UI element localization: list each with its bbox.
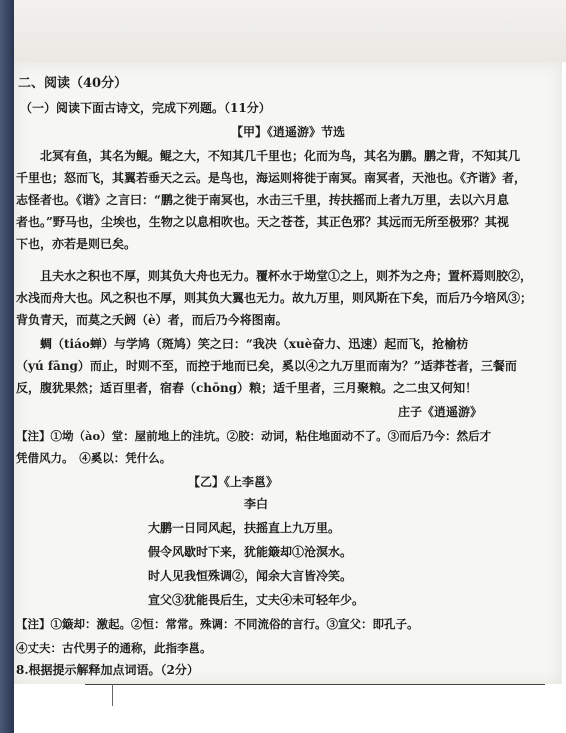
jia-note-line: 凭借风力。 ④奚以：凭什么。	[16, 451, 172, 465]
question-8: 8.根据提示解释加点词语。（2分）	[16, 663, 199, 677]
yi-author: 李白	[244, 497, 269, 511]
yi-poem-line: 假令风歇时下来，犹能簸却①沧溟水。	[148, 545, 353, 559]
jia-para3-line: 蜩（tiáo蝉）与学鸠（斑鸠）笑之曰：“我决（xuè奋力、迅速）起而飞，抢榆枋	[40, 337, 469, 351]
jia-para2-line: 水浅而舟大也。风之积也不厚，则其负大翼也无力。故九万里，则风斯在下矣，而后乃今培风③；	[16, 291, 533, 305]
yi-note-line: 【注】①簸却：激起。②恒：常常。殊调：不同流俗的言行。③宣父：即孔子。	[16, 617, 419, 631]
answer-table-divider	[112, 684, 113, 706]
jia-source: 庄子《逍遥游》	[398, 405, 483, 419]
jia-para2-line: 且夫水之积也不厚，则其负大舟也无力。覆杯水于坳堂①之上，则芥为之舟；置杯焉则胶②，	[40, 269, 533, 283]
yi-note-line: ④丈夫：古代男子的通称，此指李邕。	[16, 641, 212, 655]
section-heading: 二、阅读（40分）	[18, 76, 128, 91]
jia-note-line: 【注】①坳（ào）堂：屋前地上的洼坑。②胶：动词，粘住地面动不了。③而后乃今：然后才	[16, 429, 492, 443]
yi-poem-line: 时人见我恒殊调②，闻余大言皆冷笑。	[148, 569, 353, 583]
yi-title: 【乙】《上李邕》	[188, 475, 279, 489]
jia-line: 千里也；怒而飞，其翼若垂天之云。是鸟也，海运则将徙于南冥。南冥者，天池也。《齐谐》者，	[16, 171, 527, 185]
jia-title: 【甲】《逍遥游》节选	[230, 125, 345, 139]
jia-para3-line: 反，腹犹果然；适百里者，宿舂（chōng）粮；适千里者，三月聚粮。之二虫又何知！	[16, 381, 478, 395]
subsection-heading: （一）阅读下面古诗文，完成下列题。（11分）	[20, 101, 271, 115]
exam-paper	[14, 62, 562, 684]
jia-line: 者也。”野马也，尘埃也，生物之以息相吹也。天之苍苍，其正色邪？其远而无所至极邪？其视	[16, 215, 509, 229]
jia-para2-line: 背负青天，而莫之夭阏（è）者，而后乃今将图南。	[16, 313, 288, 327]
bottom-blank-area	[14, 684, 566, 733]
jia-line: 志怪者也。《谐》之言曰：“鹏之徙于南冥也，水击三千里，抟扶摇而上者九万里，去以六月息	[16, 193, 509, 207]
left-edge-bar	[0, 0, 14, 733]
answer-table-top-border	[85, 684, 545, 685]
yi-poem-line: 大鹏一日同风起，扶摇直上九万里。	[148, 521, 341, 535]
yi-poem-line: 宣父③犹能畏后生，丈夫④未可轻年少。	[148, 593, 365, 607]
jia-para3-line: （yú fāng）而止，时则不至，而控于地而已矣，奚以④之九万里而南为？”适莽苍者，三餐而	[16, 359, 517, 373]
jia-line: 北冥有鱼，其名为鲲。鲲之大，不知其几千里也；化而为鸟，其名为鹏。鹏之背，不知其几	[40, 149, 521, 163]
jia-line: 下也，亦若是则已矣。	[16, 237, 137, 251]
top-blank-margin	[14, 0, 566, 62]
